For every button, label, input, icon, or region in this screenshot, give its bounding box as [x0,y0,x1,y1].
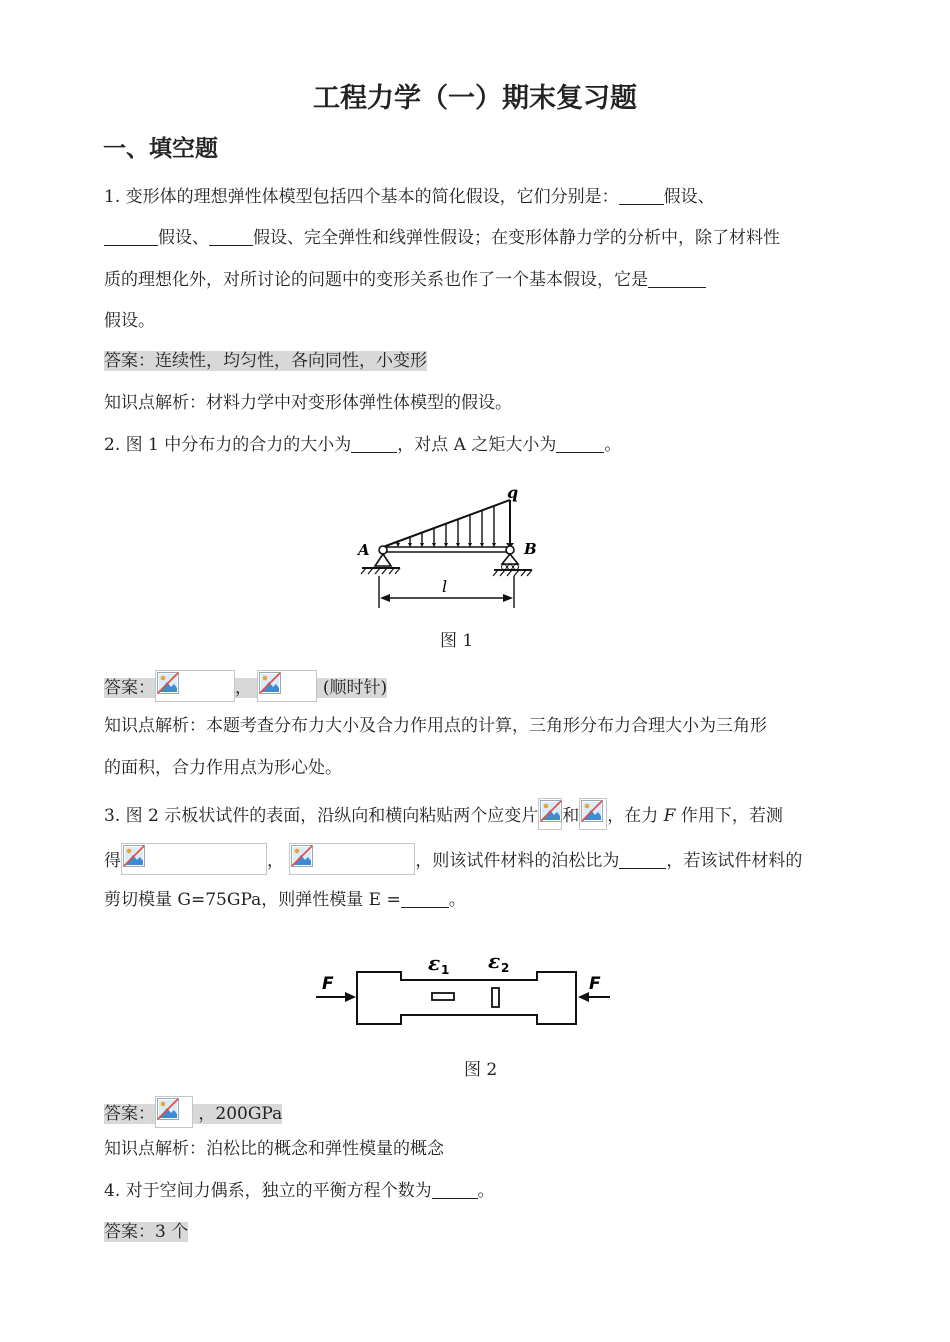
label-a: A [358,541,370,559]
label-epsilon-1: ε [428,951,441,975]
figure-2-caption: 图 2 [464,1060,498,1080]
broken-image-icon [291,845,313,867]
answer-blank [104,227,158,246]
q2-analysis-line2: 的面积，合力作用点为形心处。 [104,758,342,778]
q3-line1: 3. 图 2 示板状试件的表面，沿纵向和横向粘贴两个应变片 和 ，在力 F 作用下，若测 [104,798,858,830]
answer-blank [619,186,664,205]
formula-image-placeholder [289,843,415,875]
answer-blank [556,434,604,453]
answer-blank [648,269,706,288]
label-epsilon-1-sub: 1 [441,963,450,977]
broken-image-icon [157,1098,179,1120]
broken-image-icon [581,800,603,822]
label-q: q [507,483,519,502]
formula-image-placeholder [257,670,317,702]
label-epsilon-2: ε [488,949,501,973]
formula-image-placeholder [579,798,607,830]
section-heading: 一、填空题 [103,136,218,162]
q3-analysis: 知识点解析：泊松比的概念和弹性模量的概念 [104,1139,444,1159]
q2-question: 2. 图 1 中分布力的合力的大小为 ，对点 A 之矩大小为 。 [104,435,622,455]
strain-gauge-1 [432,993,454,1000]
label-f-right: F [589,974,601,994]
answer-blank [351,434,397,453]
formula-image-placeholder [155,670,235,702]
q2-answer: 答案： ， (顺时针) [104,670,858,702]
q4-answer: 答案：3 个 [104,1222,189,1242]
answer-blank [619,850,666,869]
broken-image-icon [259,672,281,694]
label-b: B [524,540,537,558]
figure-1-caption: 图 1 [440,631,474,651]
q3-line3: 剪切模量 G=75GPa，则弹性模量 E = 。 [104,890,466,910]
q1-analysis: 知识点解析：材料力学中对变形体弹性体模型的假设。 [104,393,512,413]
q1-line4: 假设。 [104,311,155,331]
label-f-left: F [322,974,334,994]
page-title: 工程力学（一）期末复习题 [313,83,637,114]
q2-analysis-line1: 知识点解析：本题考查分布力大小及合力作用点的计算，三角形分布力合理大小为三角形 [104,716,767,736]
answer-blank [432,1180,478,1199]
q1-line2: 假设、 假设、完全弹性和线弹性假设；在变形体静力学的分析中，除了材料性 [104,226,858,250]
q1-answer: 答案：连续性，均匀性，各向同性，小变形 [104,351,427,371]
figure-2-specimen-diagram [312,948,614,1030]
q1-line1: 1. 变形体的理想弹性体模型包括四个基本的简化假设，它们分别是： 假设、 [104,187,715,207]
label-epsilon-2-sub: 2 [501,961,510,975]
formula-image-placeholder [538,798,562,830]
q3-answer: 答案： ，200GPa [104,1096,858,1128]
answer-blank [401,889,449,908]
beam [382,547,512,552]
formula-image-placeholder [121,843,267,875]
broken-image-icon [123,845,145,867]
q1-line3: 质的理想化外，对所讨论的问题中的变形关系也作了一个基本假设，它是 [104,268,858,292]
broken-image-icon [157,672,179,694]
q3-line2: 得 ， ，则该试件材料的泊松比为 ，若该试件材料的 [104,843,858,875]
specimen-outline [357,972,576,1024]
answer-blank [209,227,253,246]
figure-1-beam-diagram [342,480,547,612]
q4-question: 4. 对于空间力偶系，独立的平衡方程个数为 。 [104,1181,495,1201]
broken-image-icon [540,800,562,822]
label-l: l [442,577,448,596]
formula-image-placeholder [155,1096,193,1128]
strain-gauge-2 [492,988,499,1007]
